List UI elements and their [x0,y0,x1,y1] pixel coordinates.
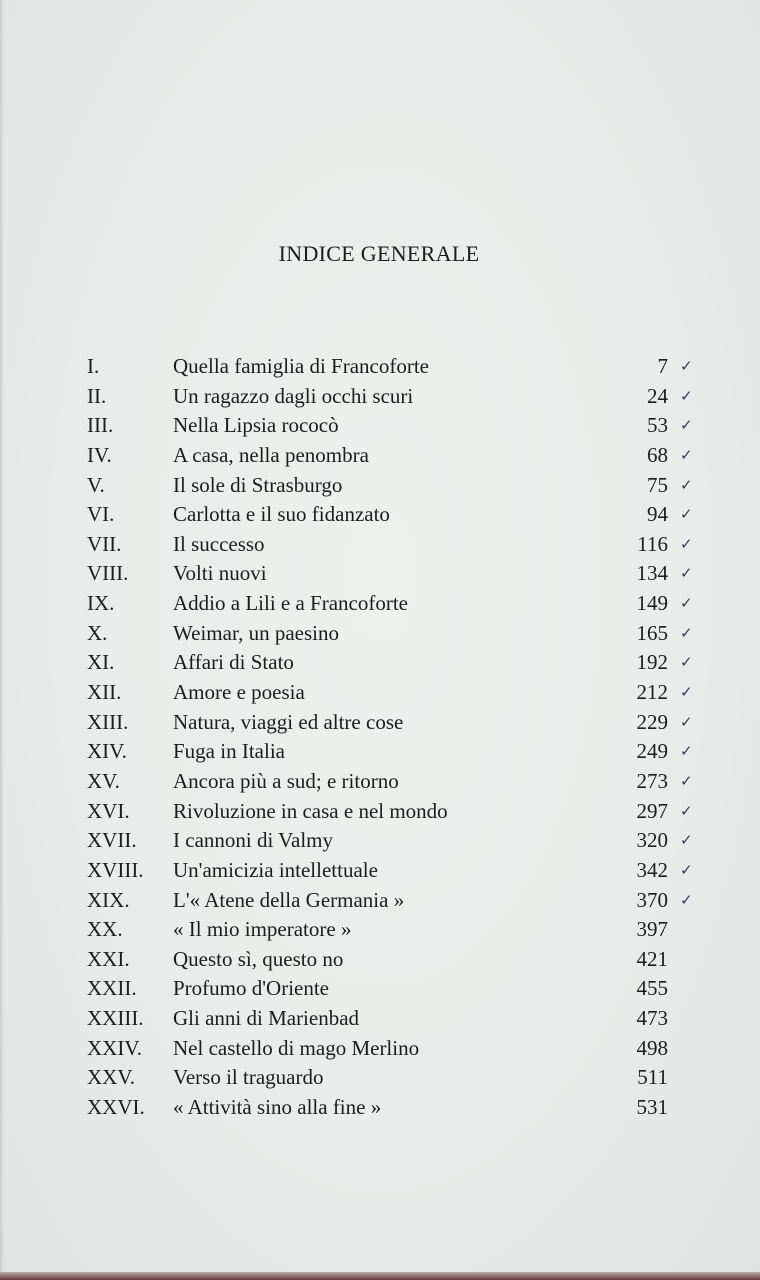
toc-entry [87,767,727,797]
chapter-number: XX. [87,917,123,942]
page-number: 273 [636,768,668,793]
page-number: 342 [636,857,668,882]
handwritten-check-icon: ✓ [680,505,693,524]
chapter-title: Gli anni di Marienbad [173,1006,360,1031]
page-number: 165 [636,620,668,645]
toc-entry [87,915,727,945]
chapter-number: XXI. [87,946,130,971]
toc-entry [87,619,727,649]
toc-entry [87,589,727,619]
chapter-title: Natura, viaggi ed altre cose [173,709,404,734]
toc-entry [87,559,727,589]
handwritten-check-icon: ✓ [680,416,693,435]
handwritten-check-icon: ✓ [680,742,693,761]
chapter-title: « Attività sino alla fine » [173,1095,382,1120]
page-number: 249 [636,739,668,764]
chapter-number: XXV. [87,1065,136,1090]
chapter-title: Un'amicizia intellettuale [173,857,378,882]
page-number: 7 [657,354,668,378]
toc-entry [87,352,727,382]
page-number: 397 [636,917,668,942]
handwritten-check-icon: ✓ [680,890,693,909]
page-number: 94 [647,502,668,527]
chapter-number: XXIV. [87,1035,143,1060]
toc-entry [87,648,727,678]
chapter-number: IV. [87,442,112,467]
chapter-title: Nel castello di mago Merlino [173,1035,420,1060]
page-number: 68 [647,442,668,467]
chapter-title: Carlotta e il suo fidanzato [173,502,390,527]
chapter-number: VIII. [87,561,129,586]
chapter-number: XI. [87,650,115,675]
toc-entry [87,441,727,471]
page-number: 498 [636,1035,668,1060]
page-number: 455 [636,976,668,1001]
toc-entry [87,382,727,412]
chapter-title: Il sole di Strasburgo [173,472,343,497]
page-number: 24 [647,383,668,408]
handwritten-check-icon: ✓ [680,771,693,790]
chapter-title: Fuga in Italia [173,739,285,764]
chapter-number: XV. [87,768,120,793]
toc-entry [87,1063,727,1093]
page-number: 297 [636,798,668,823]
page-number: 531 [636,1095,668,1120]
chapter-number: VII. [87,531,122,556]
chapter-number: III. [87,413,114,438]
toc-entry [87,411,727,441]
chapter-number: XVII. [87,828,137,853]
chapter-title: L'« Atene della Germania » [173,887,405,912]
page-number: 229 [636,709,668,734]
chapter-number: XXVI. [87,1095,145,1120]
chapter-title: Verso il traguardo [173,1065,324,1090]
chapter-title: Volti nuovi [173,561,267,586]
page-number: 511 [637,1065,668,1090]
handwritten-check-icon: ✓ [680,564,693,583]
chapter-number: IX. [87,591,115,616]
page-number: 116 [637,531,668,556]
toc-entry [87,886,727,916]
toc-entry [87,1034,727,1064]
chapter-number: XIII. [87,709,129,734]
toc-entry [87,797,727,827]
chapter-title: A casa, nella penombra [173,442,369,467]
page-number: 421 [636,946,668,971]
chapter-title: Quella famiglia di Francoforte [173,354,429,378]
toc-entry [87,1004,727,1034]
chapter-title: Affari di Stato [173,650,294,675]
chapter-number: II. [87,383,107,408]
toc-entry [87,678,727,708]
heading-text: INDICE GENERALE [278,241,480,266]
chapter-title: Nella Lipsia rococò [173,413,339,438]
chapter-number: XIV. [87,739,127,764]
chapter-title: Rivoluzione in casa e nel mondo [173,798,448,823]
page-number: 75 [647,472,668,497]
toc-entry [87,1093,727,1123]
handwritten-check-icon: ✓ [680,534,693,553]
page-number: 134 [636,561,668,586]
table-of-contents [87,352,727,1123]
toc-entry [87,856,727,886]
chapter-number: XIX. [87,887,130,912]
chapter-number: XXIII. [87,1006,144,1031]
chapter-number: X. [87,620,108,645]
page-number: 192 [636,650,668,675]
toc-entry [87,945,727,975]
chapter-number: XVI. [87,798,130,823]
toc-entry [87,708,727,738]
chapter-number: V. [87,472,105,497]
chapter-title: I cannoni di Valmy [173,828,334,853]
chapter-title: « Il mio imperatore » [173,917,352,942]
chapter-number: XII. [87,680,122,705]
handwritten-check-icon: ✓ [680,357,693,375]
handwritten-check-icon: ✓ [680,712,693,731]
handwritten-check-icon: ✓ [680,831,693,850]
handwritten-check-icon: ✓ [680,801,693,820]
chapter-title: Weimar, un paesino [173,620,340,645]
chapter-number: XVIII. [87,857,144,882]
chapter-title: Profumo d'Oriente [173,976,330,1001]
chapter-title: Amore e poesia [173,680,305,705]
page-number: 149 [636,591,668,616]
chapter-title: Questo sì, questo no [173,946,344,971]
toc-entry [87,737,727,767]
page-title [0,241,760,267]
chapter-title: Addio a Lili e a Francoforte [173,591,408,616]
toc-entry [87,826,727,856]
page-number: 473 [636,1006,668,1031]
chapter-title: Un ragazzo dagli occhi scuri [173,383,414,408]
page-number: 320 [636,828,668,853]
toc-entry [87,471,727,501]
toc-entry [87,974,727,1004]
chapter-number: VI. [87,502,115,527]
page-number: 370 [636,887,668,912]
chapter-title: Il successo [173,531,265,556]
handwritten-check-icon: ✓ [680,386,693,405]
handwritten-check-icon: ✓ [680,475,693,494]
page-left-edge [0,0,4,1280]
handwritten-check-icon: ✓ [680,653,693,672]
chapter-number: I. [87,354,100,378]
chapter-title: Ancora più a sud; e ritorno [173,768,399,793]
page-number: 212 [636,680,668,705]
toc-entry [87,500,727,530]
handwritten-check-icon: ✓ [680,594,693,613]
handwritten-check-icon: ✓ [680,445,693,464]
page-bottom-edge [0,1272,760,1280]
chapter-number: XXII. [87,976,137,1001]
handwritten-check-icon: ✓ [680,623,693,642]
toc-entry [87,530,727,560]
page-number: 53 [647,413,668,438]
handwritten-check-icon: ✓ [680,683,693,702]
handwritten-check-icon: ✓ [680,860,693,879]
